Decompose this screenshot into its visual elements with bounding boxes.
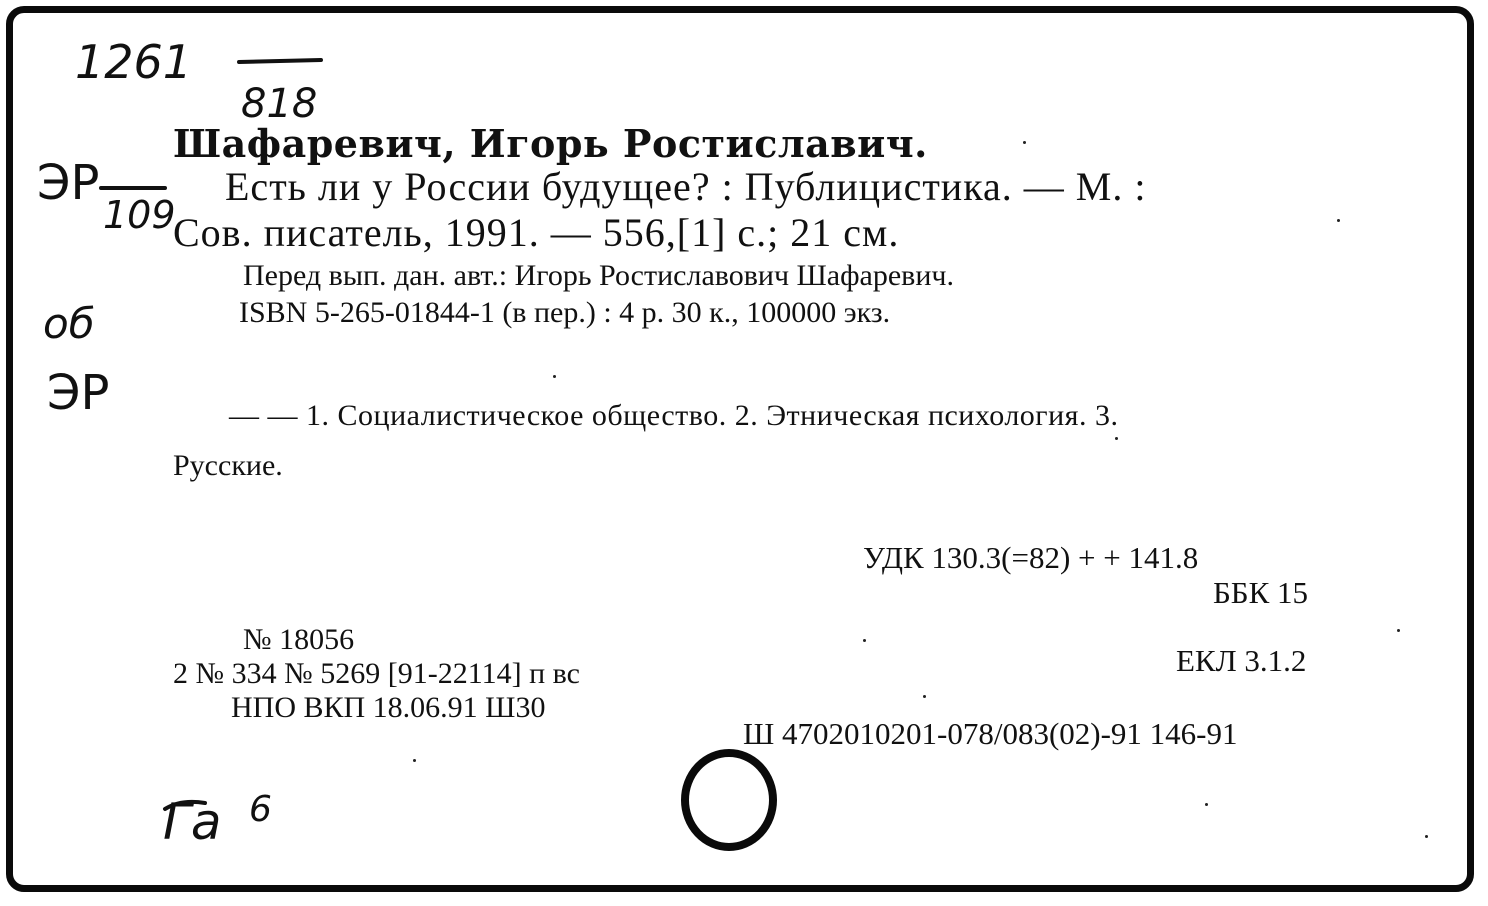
sh-code: Ш 4702010201-078/083(02)-91 146-91 <box>743 716 1238 751</box>
order-line: 2 № 334 № 5269 [91-22114] п вс <box>173 657 580 690</box>
udk-classification: УДК 130.3(=82) + + 141.8 <box>863 540 1199 575</box>
title-statement: Есть ли у России будущее? : Публицистика. — М. : <box>225 164 1147 209</box>
handwritten-er-sub: 109 <box>103 193 176 237</box>
catalog-card <box>6 6 1474 892</box>
speck <box>553 375 556 378</box>
bbk-classification: ББК 15 <box>1213 575 1309 610</box>
speck <box>923 695 926 698</box>
publication-statement: Сов. писатель, 1991. — 556,[1] с.; 21 см. <box>173 210 900 255</box>
subject-headings-cont: Русские. <box>173 449 283 482</box>
speck <box>1337 219 1340 222</box>
handwritten-ga-sup: 6 <box>249 789 272 830</box>
ekl-classification: ЕКЛ 3.1.2 <box>1176 643 1307 678</box>
speck <box>863 639 866 642</box>
speck <box>1397 629 1400 632</box>
handwritten-call-number-sub: 818 <box>241 81 318 127</box>
author-heading: Шафаревич, Игорь Ростиславич. <box>173 121 928 166</box>
speck <box>413 759 416 762</box>
printer-line: НПО ВКП 18.06.91 Ш30 <box>231 691 546 724</box>
handwritten-ga: Га <box>163 793 222 851</box>
subject-headings: — — 1. Социалистическое общество. 2. Этническая психология. 3. <box>229 399 1119 432</box>
handwritten-ob: об <box>43 299 95 348</box>
speck <box>1115 437 1118 440</box>
call-number-overline <box>237 57 323 67</box>
note-line: Перед вып. дан. авт.: Игорь Ростиславович Шафаревич. <box>243 259 954 292</box>
handwritten-er-top: ЭР <box>37 155 100 211</box>
isbn-line: ISBN 5-265-01844-1 (в пер.) : 4 р. 30 к., 100000 экз. <box>239 296 891 329</box>
speck <box>1205 803 1208 806</box>
speck <box>1023 141 1026 144</box>
punch-hole-icon <box>677 745 781 855</box>
handwritten-call-number: 1261 <box>75 35 193 89</box>
speck <box>1425 835 1428 838</box>
handwritten-er-bottom: ЭР <box>47 365 110 421</box>
card-number: № 18056 <box>243 623 355 656</box>
er-fraction-line <box>99 183 169 193</box>
